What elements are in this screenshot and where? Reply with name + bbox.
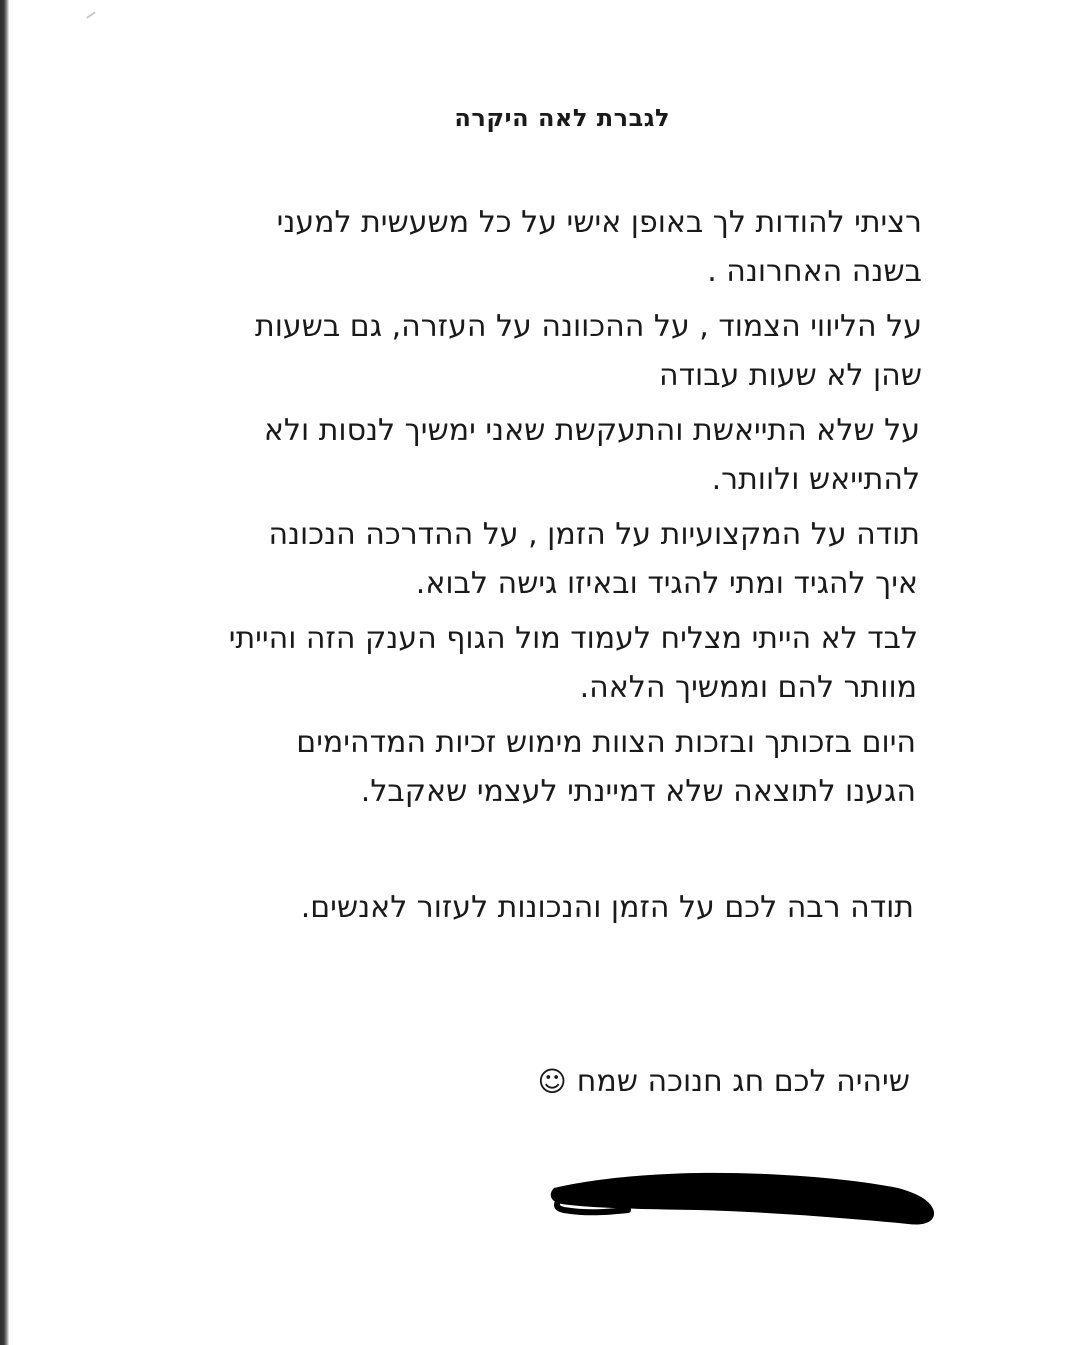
letter-line-7: תודה על המקצועיות על הזמן , על ההדרכה הנכונה xyxy=(268,517,920,552)
holiday-greeting-text: שיהיה לכם חג חנוכה שמח xyxy=(576,1064,910,1099)
letter-line-12: הגענו לתוצאה שלא דמיינתי לעצמי שאקבל. xyxy=(360,774,916,809)
letter-line-9: לבד לא הייתי מצליח לעמוד מול הגוף הענק הזה והייתי xyxy=(228,621,918,656)
letter-line-10: מוותר להם וממשיך הלאה. xyxy=(579,670,917,705)
scan-speck xyxy=(86,11,95,18)
letter-line-4: שהן לא שעות עבודה xyxy=(659,358,922,393)
redaction-mark xyxy=(551,1173,934,1225)
smiley-icon: ☺ xyxy=(537,1065,567,1098)
letter-line-11: היום בזכותך ובזכות הצוות מימוש זכיות המדהימים xyxy=(296,725,916,760)
redacted-signature xyxy=(548,1168,936,1230)
letter-line-2: בשנה האחרונה . xyxy=(707,254,922,289)
letter-line-1: רציתי להודות לך באופן אישי על כל משעשית למעני xyxy=(276,205,922,240)
scan-border-shadow xyxy=(0,0,9,1345)
letter-holiday-greeting xyxy=(538,1066,910,1098)
letter-line-8: איך להגיד ומתי להגיד ובאיזו גישה לבוא. xyxy=(415,566,918,601)
letter-salutation: לגברת לאה היקרה xyxy=(454,104,670,132)
letter-line-6: להתייאש ולוותר. xyxy=(711,462,920,497)
letter-line-3: על הליווי הצמוד , על ההכוונה על העזרה, גם בשעות xyxy=(255,309,922,344)
letter-thanks: תודה רבה לכם על הזמן והנכונות לעזור לאנשים. xyxy=(300,890,914,925)
letter-line-5: על שלא התייאשת והתעקשת שאני ימשיך לנסות ולא xyxy=(263,413,920,448)
